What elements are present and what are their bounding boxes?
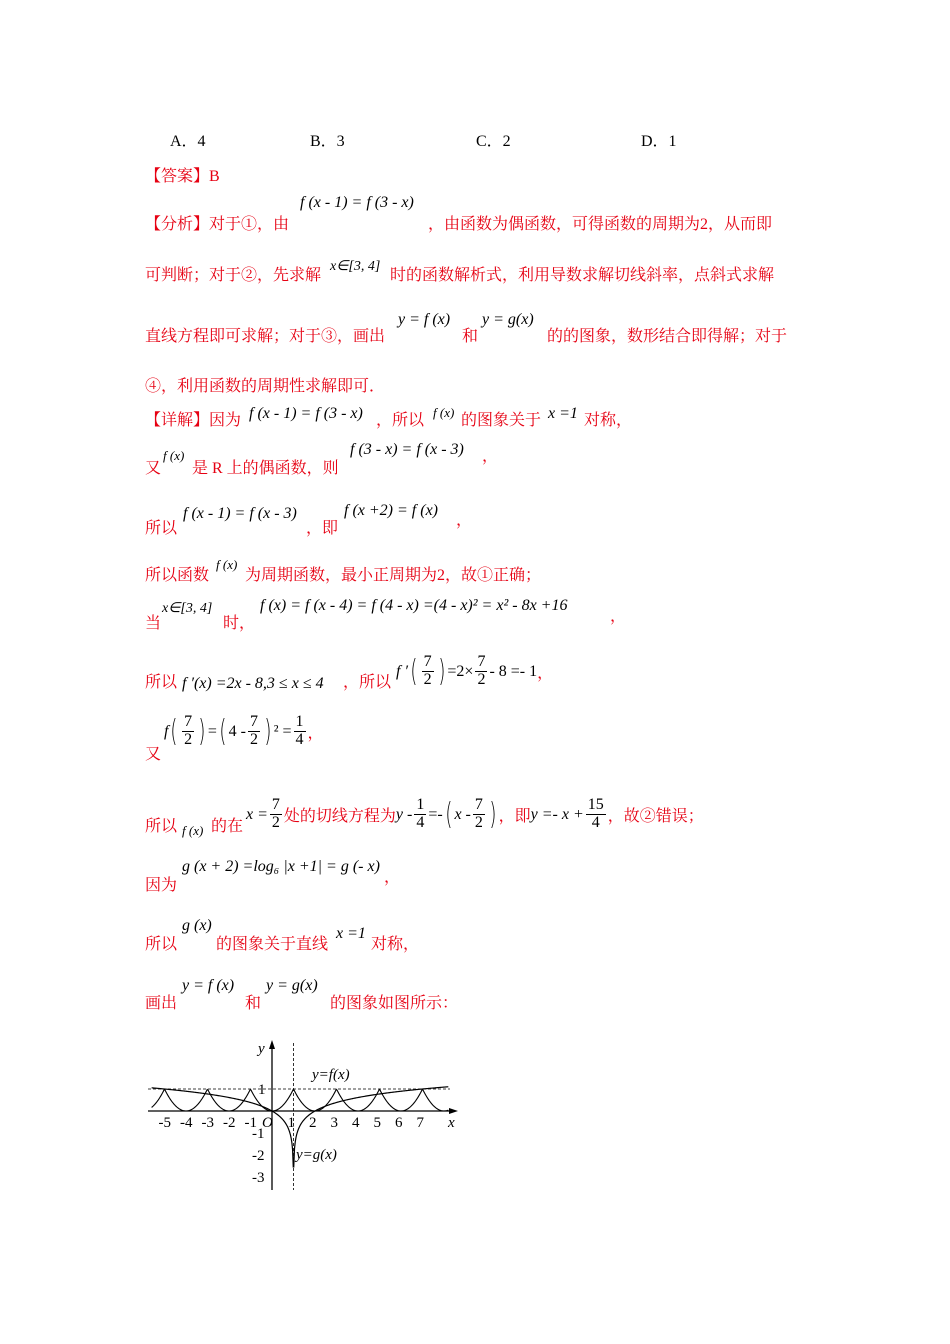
graph-root xyxy=(148,1040,458,1190)
function-graph xyxy=(140,1035,470,1195)
analysis-and: 和 xyxy=(462,328,479,345)
detail-line-10a: 所以 xyxy=(145,936,178,953)
detail-formula-3b: f (x +2) = f (x) xyxy=(344,502,438,519)
frac-num: 1 xyxy=(416,796,425,814)
fraction-1-4 xyxy=(414,797,426,832)
detail-formula-6b-fprime: f ′ xyxy=(396,662,408,680)
frac-num: 7 xyxy=(249,713,258,731)
detail-formula-6a: f ′(x) =2x - 8,3 ≤ x ≤ 4 xyxy=(182,675,324,692)
four-minus: 4 - xyxy=(228,722,246,740)
detail-line-2c: ， xyxy=(482,448,499,465)
frac-num: 7 xyxy=(474,796,483,814)
detail-formula-6b-end: - 8 =- 1 xyxy=(489,662,538,680)
analysis-formula-1: f (x - 1) = f (3 - x) xyxy=(300,194,414,211)
fraction-15-4 xyxy=(586,797,606,832)
analysis-line-1b: ，由函数为偶函数，可得函数的周期为2，从而即 xyxy=(428,216,773,233)
answer-line: 【答案】B xyxy=(145,168,220,185)
fraction-7-2 xyxy=(182,714,194,749)
option-b: B．3 xyxy=(310,133,345,150)
x-tick-label: -1 xyxy=(244,1115,257,1131)
equals-minus: =- xyxy=(428,805,443,823)
right-paren: ) xyxy=(264,714,272,749)
fraction-7-2 xyxy=(248,714,260,749)
x-tick-label: -5 xyxy=(158,1115,171,1131)
x-tick-label: 6 xyxy=(395,1115,403,1131)
detail-line-3a: 所以 xyxy=(145,520,178,537)
analysis-line-2: 可判断；对于②，先求解 xyxy=(145,267,322,284)
x-tick-label: -3 xyxy=(201,1115,214,1131)
detail-line-10b: 的图象关于直线 xyxy=(216,936,329,953)
left-paren: ( xyxy=(170,714,178,749)
option-d: D．1 xyxy=(641,133,677,150)
analysis-formula-3a: y = f (x) xyxy=(398,311,451,328)
detail-line-8a: 所以 xyxy=(145,818,178,835)
detail-line-11b: 和 xyxy=(245,995,262,1012)
detail-line-6c: ， xyxy=(537,665,554,682)
detail-line-2b: 是 R 上的偶函数，则 xyxy=(192,460,339,477)
x-tick-label: 7 xyxy=(416,1115,424,1131)
left-paren: ( xyxy=(410,654,418,689)
detail-formula-1b: f (x) xyxy=(433,405,455,420)
frac-den: 2 xyxy=(249,731,258,748)
detail-line-5a: 当 xyxy=(145,615,162,632)
detail-line-5c: ， xyxy=(610,608,627,625)
detail-formula-6b xyxy=(396,654,553,689)
left-paren: ( xyxy=(445,797,453,832)
equals: = xyxy=(207,722,217,740)
x-tick-label: -4 xyxy=(180,1115,193,1131)
detail-line-4a: 所以函数 xyxy=(145,567,210,584)
frac-num: 7 xyxy=(184,713,193,731)
frac-num: 1 xyxy=(295,713,304,731)
x-axis-label: x xyxy=(448,1115,455,1131)
detail-line-1b: ，所以 xyxy=(376,412,425,429)
detail-formula-5b: f (x) = f (x - 4) = f (4 - x) =(4 - x)² = x² - 8x +16 xyxy=(260,597,568,614)
detail-line-8b: 的在 xyxy=(211,818,244,835)
detail-formula-1a: f (x - 1) = f (3 - x) xyxy=(249,405,363,422)
detail-line-1c: 的图象关于 xyxy=(461,412,542,429)
left-paren: ( xyxy=(219,714,227,749)
frac-num: 7 xyxy=(271,796,280,814)
detail-formula-3a: f (x - 1) = f (x - 3) xyxy=(183,505,297,522)
detail-line-8c: 处的切线方程为 xyxy=(283,808,396,825)
x-tick-label: 1 xyxy=(287,1115,295,1131)
x-tick-label: 2 xyxy=(309,1115,317,1131)
f-symbol: f xyxy=(164,722,169,740)
detail-line-4b: 为周期函数，最小正周期为2，故①正确； xyxy=(245,567,542,584)
right-paren: ) xyxy=(198,714,206,749)
analysis-line-2b: 时的函数解析式，利用导数求解切线斜率，点斜式求解 xyxy=(390,267,775,284)
fraction-7-2 xyxy=(473,797,485,832)
x-tick-label: 5 xyxy=(373,1115,381,1131)
frac-num: 15 xyxy=(587,796,604,814)
detail-line-7c: ， xyxy=(307,725,324,742)
x-tick-label: 3 xyxy=(330,1115,338,1131)
x-minus: x - xyxy=(454,805,471,823)
x-tick-label: 4 xyxy=(352,1115,360,1131)
analysis-line-3b: 的的图象，数形结合即得解；对于 xyxy=(547,328,788,345)
y-axis-label: y xyxy=(258,1041,265,1057)
frac-den: 4 xyxy=(591,814,600,831)
detail-formula-8 xyxy=(246,797,704,832)
detail-line-1d: 对称， xyxy=(584,412,633,429)
y-tick-label: -2 xyxy=(252,1148,265,1164)
frac-num: 7 xyxy=(477,653,486,671)
fraction-1-4 xyxy=(294,714,306,749)
option-c: C．2 xyxy=(476,133,511,150)
series-label-g: y=g(x) xyxy=(296,1147,337,1163)
detail-line-6b: ，所以 xyxy=(343,674,392,691)
analysis-line-1: 【分析】对于①，由 xyxy=(145,216,290,233)
detail-line-6a: 所以 xyxy=(145,674,178,691)
analysis-formula-3b: y = g(x) xyxy=(482,311,534,328)
detail-formula-10a: g (x) xyxy=(182,917,212,934)
frac-den: 4 xyxy=(416,814,425,831)
detail-line-8e: ，故②错误； xyxy=(607,808,704,825)
series-label-f: y=f(x) xyxy=(312,1067,350,1083)
detail-formula-2b: f (3 - x) = f (x - 3) xyxy=(350,441,464,458)
detail-line-1a: 【详解】因为 xyxy=(145,412,242,429)
detail-line-3b: ，即 xyxy=(306,520,339,537)
detail-line-5b: 时， xyxy=(223,615,256,632)
detail-formula-2a: f (x) xyxy=(163,448,185,463)
tangent-line: y =- x + xyxy=(530,805,584,823)
frac-den: 2 xyxy=(184,731,193,748)
detail-line-11c: 的图象如图所示： xyxy=(330,995,459,1012)
analysis-line-3: 直线方程即可求解；对于③，画出 xyxy=(145,328,386,345)
detail-formula-4: f (x) xyxy=(216,557,238,572)
analysis-formula-2: x∈[3, 4] xyxy=(330,259,381,274)
y-tick-label: -3 xyxy=(252,1170,265,1186)
detail-formula-10b: x =1 xyxy=(336,925,366,942)
detail-line-9a: 因为 xyxy=(145,877,178,894)
frac-den: 2 xyxy=(423,671,432,688)
detail-line-2a: 又 xyxy=(145,460,162,477)
y-tick-label: -1 xyxy=(252,1126,265,1142)
detail-line-8d: ，即 xyxy=(498,808,531,825)
x-axis-arrow xyxy=(449,1108,458,1114)
fraction-7-2 xyxy=(422,654,434,689)
x-tick-label: O xyxy=(262,1115,273,1131)
frac-den: 2 xyxy=(477,671,486,688)
detail-line-9b: ， xyxy=(384,869,401,886)
detail-line-3c: ， xyxy=(456,512,473,529)
right-paren: ) xyxy=(438,654,446,689)
detail-line-11a: 画出 xyxy=(145,995,178,1012)
x-equals: x = xyxy=(246,805,268,823)
fraction-7-2-b xyxy=(475,654,487,689)
detail-formula-11a: y = f (x) xyxy=(182,977,235,994)
detail-line-7a: 又 xyxy=(145,746,162,763)
y-minus: y - xyxy=(395,805,413,823)
detail-formula-5a: x∈[3, 4] xyxy=(162,601,213,616)
x-tick-label: -2 xyxy=(223,1115,236,1131)
detail-line-10c: 对称， xyxy=(371,936,420,953)
detail-formula-7 xyxy=(164,714,324,749)
right-paren: ) xyxy=(489,797,497,832)
frac-den: 2 xyxy=(271,814,280,831)
squared-equals: ² = xyxy=(273,722,292,740)
detail-formula-9: g (x + 2) =log₆ |x +1| = g (- x) xyxy=(182,858,380,875)
detail-formula-11b: y = g(x) xyxy=(266,977,318,994)
fraction-7-2 xyxy=(270,797,282,832)
frac-den: 4 xyxy=(295,731,304,748)
analysis-line-4: ④，利用函数的周期性求解即可． xyxy=(145,378,386,395)
detail-formula-8a: f (x) xyxy=(182,823,204,838)
y-tick-label: 1 xyxy=(258,1082,266,1098)
frac-den: 2 xyxy=(474,814,483,831)
detail-formula-6b-mid: =2× xyxy=(447,662,474,680)
option-a: A．4 xyxy=(170,133,206,150)
frac-num: 7 xyxy=(423,653,432,671)
y-axis-arrow xyxy=(269,1040,275,1049)
detail-formula-1c: x =1 xyxy=(548,405,578,422)
